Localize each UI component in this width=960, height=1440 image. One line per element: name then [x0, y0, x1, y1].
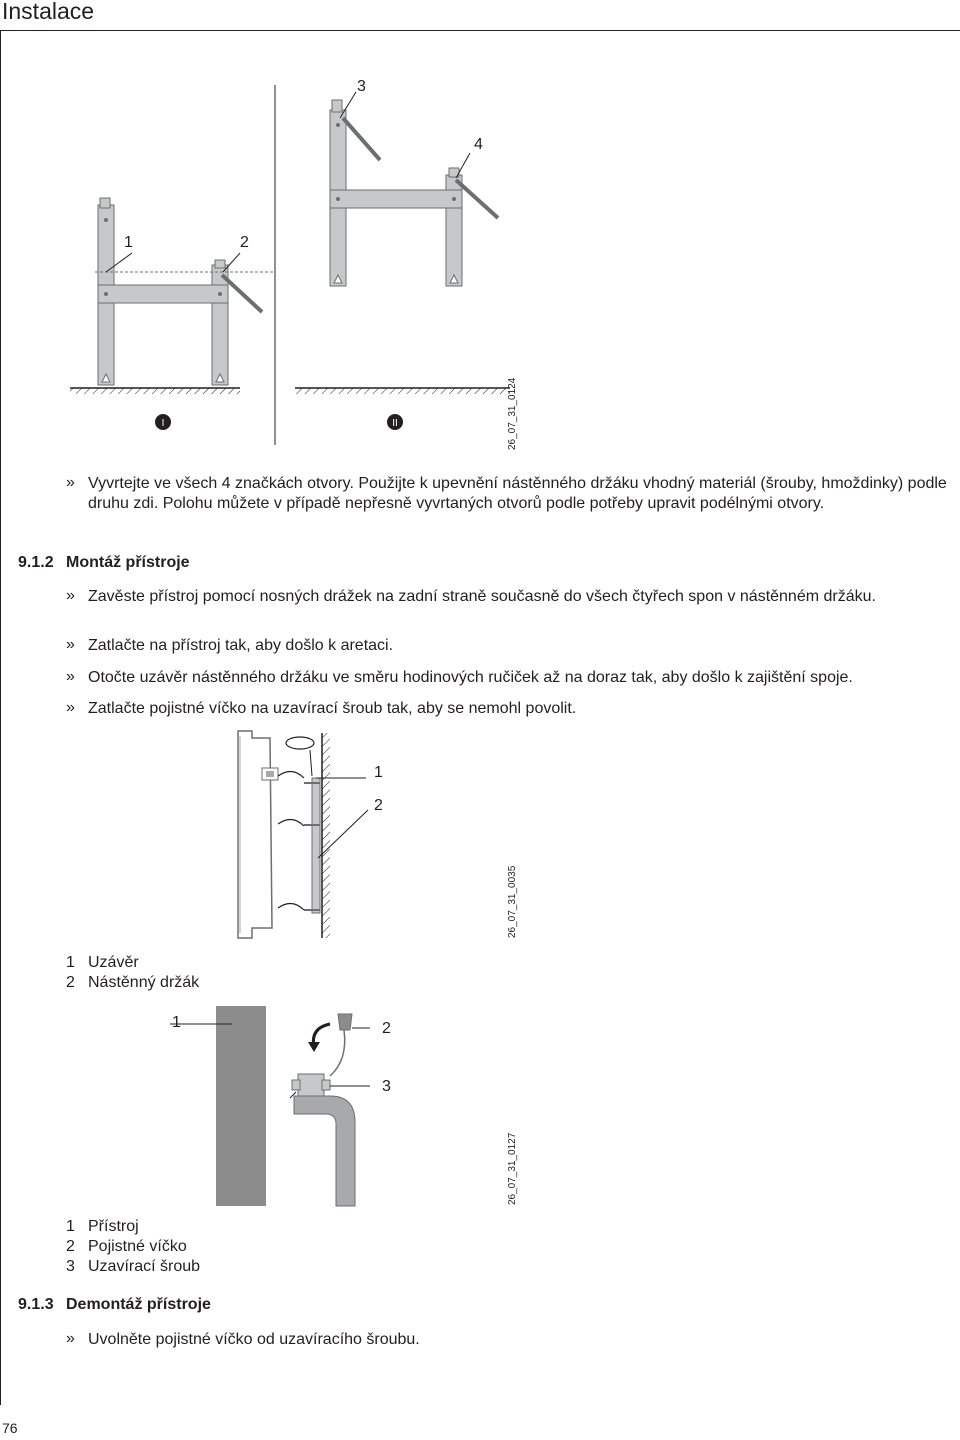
device-body — [238, 731, 272, 938]
locking-cap — [338, 1014, 352, 1030]
screw-step-2-top — [343, 118, 380, 160]
figure3-callout-3: 3 — [382, 1078, 391, 1095]
figure1-callout-4: 4 — [474, 136, 483, 153]
page-number: 76 — [2, 1420, 18, 1436]
figure-locking-cap — [170, 1000, 400, 1210]
wall-bracket-diagram — [60, 70, 530, 460]
figure-wall-bracket-drilling — [60, 70, 530, 460]
wall-bracket-step-1 — [98, 198, 228, 385]
locking-cap-diagram — [170, 1000, 400, 1210]
device-hanging-diagram — [230, 728, 430, 943]
step-912-4: Zatlačte pojistné víčko na uzavírací šroub tak, aby se nemohl povolit. — [88, 700, 577, 717]
bullet-step-912-2: » — [66, 636, 75, 653]
step-912-3: Otočte uzávěr nástěnného držáku ve směru hodinových ručiček až na doraz tak, aby došlo k zajištění spoje. — [88, 669, 853, 686]
figure3-id: 26_07_31_0127 — [507, 1132, 518, 1205]
figure-device-hanging — [230, 728, 430, 943]
device-panel — [216, 1006, 266, 1206]
figure2-callout-2: 2 — [374, 797, 383, 814]
wall-bracket — [312, 778, 320, 913]
figure3-callout-1: 1 — [172, 1014, 181, 1031]
figure2-legend — [66, 953, 199, 993]
step-marker-2-label: II — [392, 418, 398, 429]
page-title: Instalace — [2, 0, 95, 24]
wall-hatch — [322, 733, 330, 938]
step-marker-1-label: I — [161, 418, 165, 429]
legend-item: 3 Uzavírací šroub — [66, 1258, 201, 1275]
bullet-step-912-1: » — [66, 587, 75, 604]
figure1-callout-3: 3 — [357, 78, 366, 95]
figure2-id: 26_07_31_0035 — [507, 865, 518, 938]
step-912-1: Zavěste přístroj pomocí nosných drážek na zadní straně současně do všech čtyřech spon v nástěnném držáku. — [88, 588, 876, 605]
section-title: Demontáž přístroje — [66, 1296, 211, 1313]
figure3-legend — [66, 1217, 200, 1277]
para-drilling: Vyvrtejte ve všech 4 značkách otvory. Použijte k upevnění nástěnného držáku vhodný materiál (šrouby, hmoždinky) podle druhu zdi. Polohu můžete v případě nepřesně vyvrtaných otvorů podle potřeby upravit podélnými otvory. — [88, 475, 947, 512]
section-number: 9.1.2 — [18, 554, 54, 571]
bullet-para1: » — [66, 474, 75, 491]
figure1-callout-2: 2 — [240, 234, 249, 251]
step-912-2: Zatlačte na přístroj tak, aby došlo k aretaci. — [88, 637, 394, 654]
floor-hatch-step-1 — [70, 388, 240, 394]
figure3-callout-2: 2 — [382, 1020, 391, 1037]
figure1-callout-1: 1 — [124, 234, 133, 251]
figure1-id: 26_07_31_0124 — [507, 377, 518, 450]
section-heading-913 — [18, 1296, 211, 1314]
screw-pipe — [294, 1096, 355, 1206]
legend-item: 2 Pojistné víčko — [66, 1238, 187, 1255]
legend-item: 2 Nástěnný držák — [66, 974, 200, 991]
header-divider — [0, 30, 960, 31]
section-title: Montáž přístroje — [66, 554, 190, 571]
legend-item: 1 Přístroj — [66, 1218, 139, 1235]
bullet-step-912-4: » — [66, 699, 75, 716]
section-heading-912 — [18, 554, 190, 572]
closure-screw — [298, 1074, 324, 1096]
legend-item: 1 Uzávěr — [66, 954, 139, 971]
step-913-1: Uvolněte pojistné víčko od uzavíracího šroubu. — [88, 1331, 420, 1348]
floor-hatch-step-2 — [295, 388, 510, 394]
bullet-step-912-3: » — [66, 668, 75, 685]
figure2-callout-1: 1 — [374, 764, 383, 781]
margin-rule — [0, 30, 1, 1405]
bullet-step-913-1: » — [66, 1330, 75, 1347]
section-number: 9.1.3 — [18, 1296, 54, 1313]
